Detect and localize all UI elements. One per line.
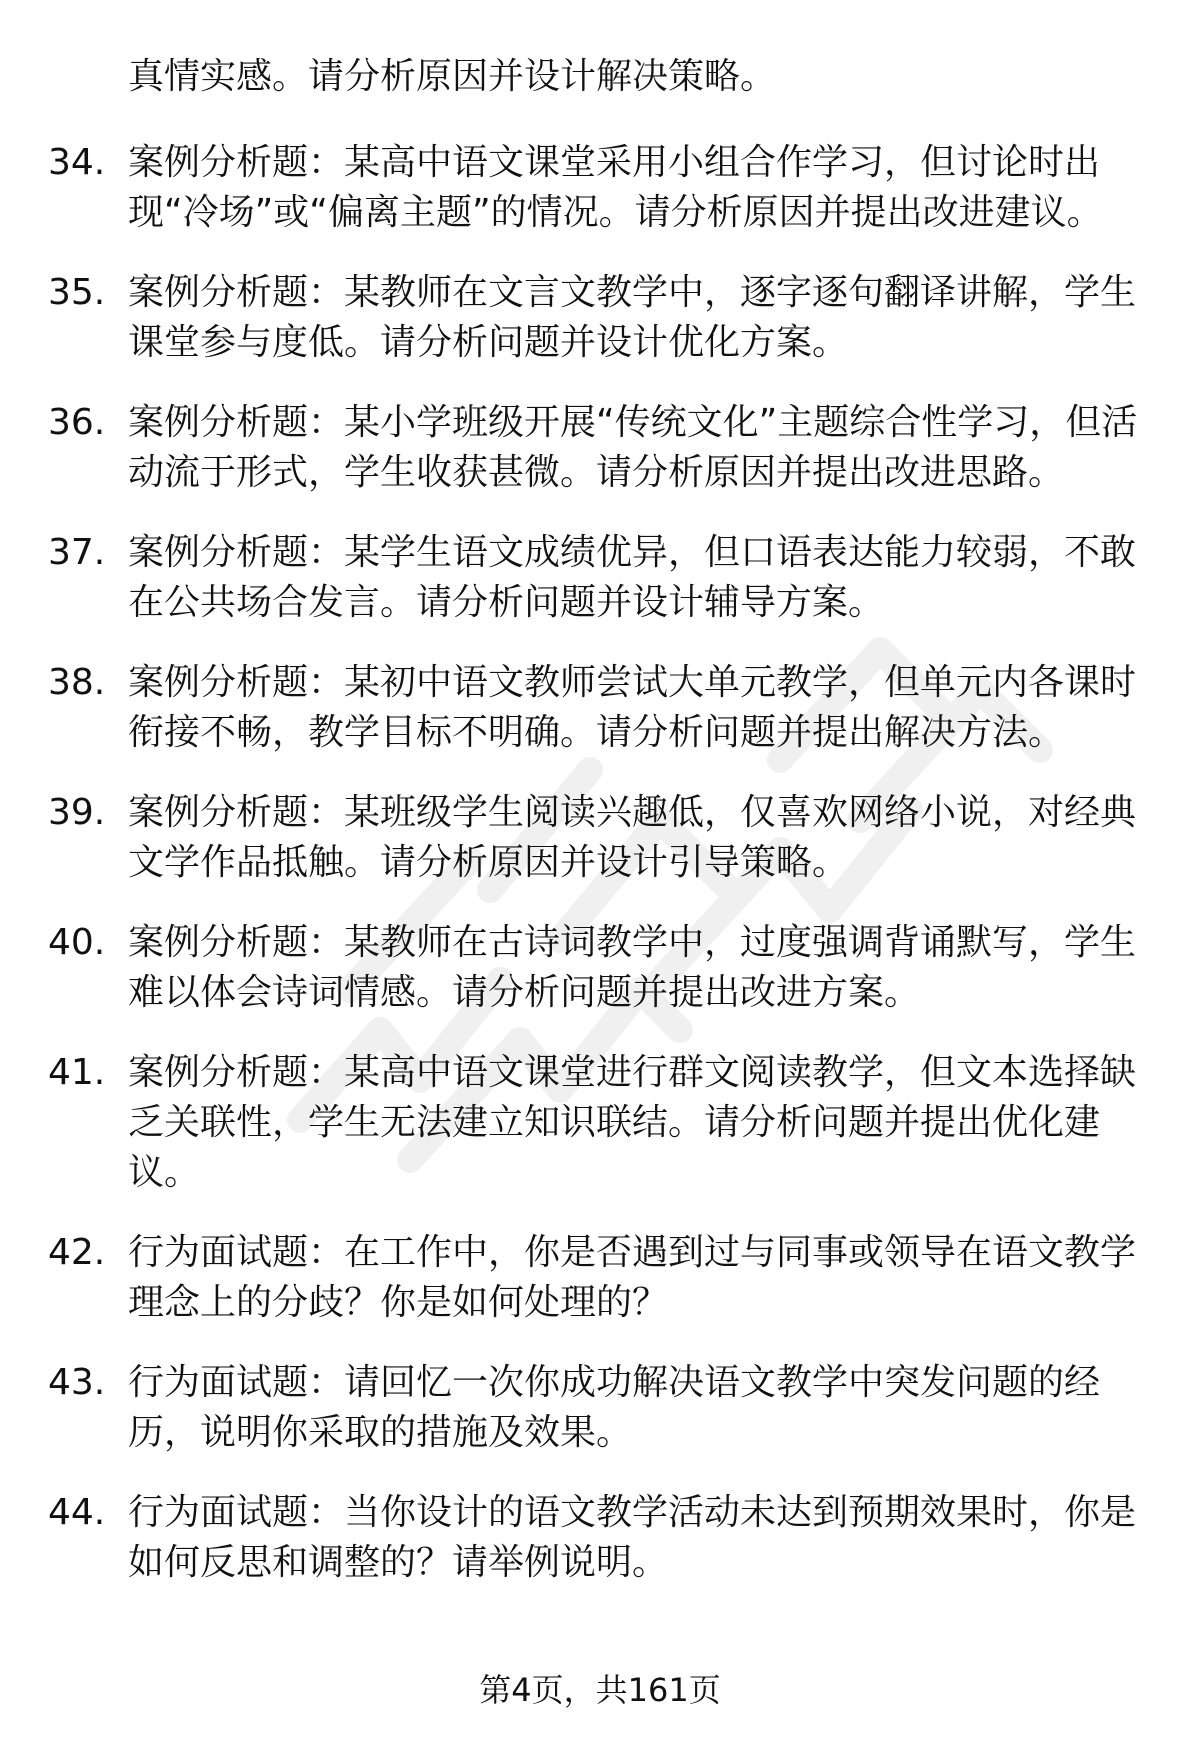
question-item: [0, 138, 1200, 238]
question-item: [0, 658, 1200, 758]
question-number: 40.: [48, 922, 106, 963]
question-number: 44.: [48, 1492, 106, 1533]
page-footer: 第4页，共161页: [479, 1671, 721, 1709]
question-item: [0, 528, 1200, 628]
question-item: [0, 788, 1200, 888]
question-number: 43.: [48, 1362, 106, 1403]
question-item: [0, 918, 1200, 1018]
question-list: [0, 138, 1200, 1618]
question-text: 案例分析题：某教师在文言文教学中，逐字逐句翻译讲解，学生课堂参与度低。请分析问题并设计优化方案。: [128, 272, 1137, 363]
question-text: 行为面试题：当你设计的语文教学活动未达到预期效果时，你是如何反思和调整的？请举例说明。: [128, 1492, 1137, 1583]
question-text: 案例分析题：某高中语文课堂采用小组合作学习，但讨论时出现“冷场”或“偏离主题”的情况。请分析原因并提出改进建议。: [128, 142, 1103, 233]
question-item: [0, 1048, 1200, 1198]
question-text: 案例分析题：某班级学生阅读兴趣低，仅喜欢网络小说，对经典文学作品抵触。请分析原因并设计引导策略。: [128, 792, 1137, 883]
question-item: [0, 1358, 1200, 1458]
continuation-text: 真情实感。请分析原因并设计解决策略。: [128, 56, 777, 97]
question-text: 案例分析题：某小学班级开展“传统文化”主题综合性学习，但活动流于形式，学生收获甚微。请分析原因并提出改进思路。: [128, 402, 1138, 493]
question-text: 案例分析题：某高中语文课堂进行群文阅读教学，但文本选择缺乏关联性，学生无法建立知识联结。请分析问题并提出优化建议。: [128, 1052, 1137, 1193]
question-number: 39.: [48, 792, 106, 833]
question-number: 35.: [48, 272, 106, 313]
question-number: 36.: [48, 402, 106, 443]
question-number: 34.: [48, 142, 106, 183]
question-text: 案例分析题：某学生语文成绩优异，但口语表达能力较弱，不敢在公共场合发言。请分析问题并设计辅导方案。: [128, 532, 1137, 623]
question-item: [0, 398, 1200, 498]
question-text: 行为面试题：在工作中，你是否遇到过与同事或领导在语文教学理念上的分歧？你是如何处理的？: [128, 1232, 1137, 1323]
question-item: [0, 1488, 1200, 1588]
question-text: 行为面试题：请回忆一次你成功解决语文教学中突发问题的经历，说明你采取的措施及效果。: [128, 1362, 1101, 1453]
question-number: 41.: [48, 1052, 106, 1093]
question-text: 案例分析题：某初中语文教师尝试大单元教学，但单元内各课时衔接不畅，教学目标不明确。请分析问题并提出解决方法。: [128, 662, 1137, 753]
question-item: [0, 268, 1200, 368]
question-number: 38.: [48, 662, 106, 703]
question-text: 案例分析题：某教师在古诗词教学中，过度强调背诵默写，学生难以体会诗词情感。请分析问题并提出改进方案。: [128, 922, 1137, 1013]
question-number: 42.: [48, 1232, 106, 1273]
question-item: [0, 1228, 1200, 1328]
question-number: 37.: [48, 532, 106, 573]
